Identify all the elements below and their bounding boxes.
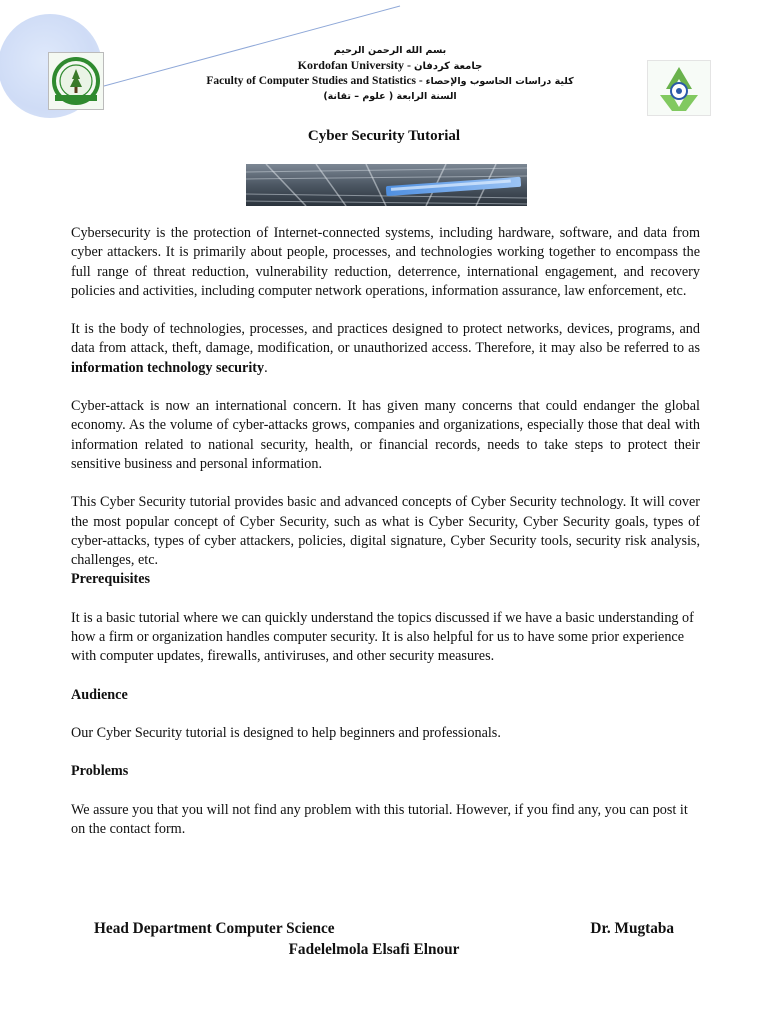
faculty-name-ar: كلية دراسات الحاسوب والإحصاء bbox=[425, 76, 574, 87]
faculty-logo bbox=[647, 60, 711, 116]
bold-term: information technology security bbox=[71, 359, 265, 376]
faculty-line bbox=[150, 74, 630, 89]
paragraph-concern: Cyber-attack is now an international concern. It has given many concerns that could endanger the global economy. As the volume of cyber-attacks grows, companies and organizations, especially those that deal with information related to national security, health, or financial records, needs to take steps to protect their sensitive business and personal information. bbox=[71, 398, 700, 472]
signature-block bbox=[94, 918, 674, 960]
heading-problems: Problems bbox=[71, 763, 129, 780]
banner-image bbox=[246, 164, 527, 206]
separator: - bbox=[406, 58, 411, 72]
faculty-name-en: Faculty of Computer Studies and Statistics bbox=[206, 75, 417, 87]
paragraph-audience: Our Cyber Security tutorial is designed to help beginners and professionals. bbox=[71, 724, 501, 741]
university-logo bbox=[48, 52, 104, 110]
basmala: بسم الله الرحمن الرحيم bbox=[333, 45, 447, 56]
paragraph-text: It is the body of technologies, processes, and practices designed to protect networks, devices, programs, and data from attack, theft, damage, modification, or unauthorized access. Therefore, it may also be referred to as bbox=[71, 321, 700, 357]
university-name-en: Kordofan University bbox=[297, 58, 404, 72]
signature-name-end: Fadelelmola Elsafi Elnour bbox=[288, 941, 460, 958]
heading-audience: Audience bbox=[71, 686, 128, 703]
period: . bbox=[264, 359, 268, 376]
university-line bbox=[150, 58, 630, 74]
paragraph-prerequisites: It is a basic tutorial where we can quickly understand the topics discussed if we have a basic understanding of how a firm or organization handles computer security. It is also helpful for us to have some prior experience with computer updates, firewalls, antiviruses, and other security measures. bbox=[71, 609, 694, 665]
signature-role: Head Department Computer Science bbox=[94, 920, 335, 937]
paragraph-overview: This Cyber Security tutorial provides basic and advanced concepts of Cyber Security technology. It will cover the most popular concept of Cyber Security, such as what is Cyber Security, Cyber Security goals, types of cyber-attacks, types of cyber attackers, policies, digital signature, Cyber Security tools, security risk analysis, challenges, etc. bbox=[71, 494, 700, 569]
document-body bbox=[71, 224, 700, 839]
university-name-ar: جامعة كردفان bbox=[413, 61, 483, 72]
year-line: السنة الرابعة ( علوم – تقانة) bbox=[323, 91, 457, 102]
paragraph-definition bbox=[71, 320, 700, 378]
heading-prerequisites: Prerequisites bbox=[71, 571, 151, 588]
document-header bbox=[150, 44, 630, 104]
paragraph-intro: Cybersecurity is the protection of Internet-connected systems, including hardware, software, and data from cyber attackers. It is primarily about people, processes, and technologies working together to encompass the full range of threat reduction, vulnerability reduction, deterrence, international engagement, and recovery policies and activities, including computer network operations, information assurance, law enforcement, etc. bbox=[71, 225, 700, 299]
signature-name-start: Dr. Mugtaba bbox=[590, 920, 674, 937]
page-title: Cyber Security Tutorial bbox=[307, 128, 461, 144]
paragraph-problems: We assure you that you will not find any problem with this tutorial. However, if you find any, you can post it on the contact form. bbox=[71, 801, 688, 837]
separator: - bbox=[418, 75, 423, 87]
